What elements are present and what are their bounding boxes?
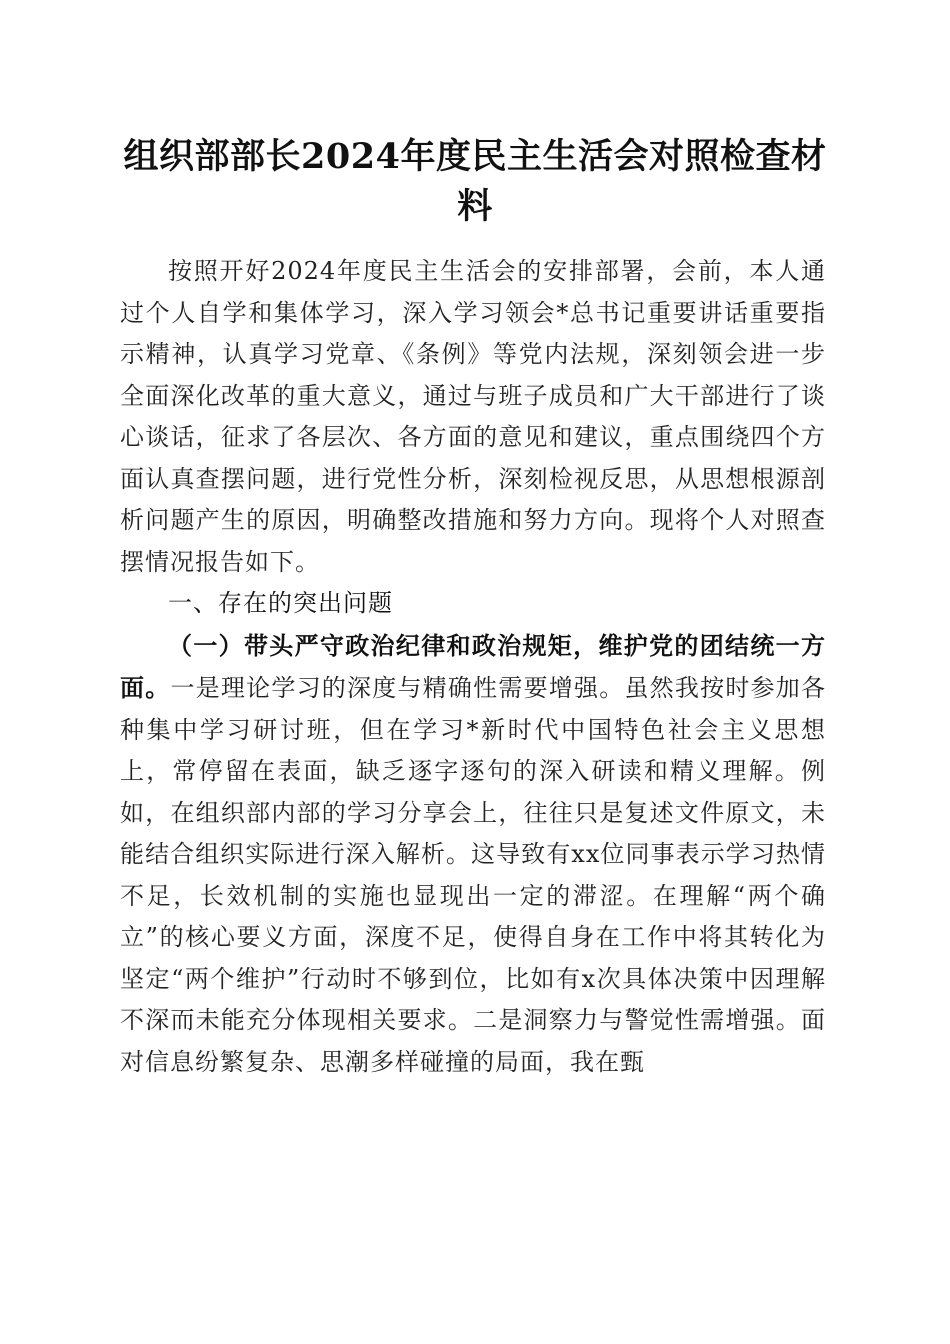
intro-paragraph: 按照开好2024年度民主生活会的安排部署，会前，本人通过个人自学和集体学习，深入学习领会*总书记重要讲话重要指示精神，认真学习党章、《条例》等党内法规，深刻领会进一步全面深化改革的重大意义，通过与班子成员和广大干部进行了谈心谈话，征求了各层次、各方面的意见和建议，重点围绕四个方面认真查摆问题，进行党性分析，深刻检视反思，从思想根源剖析问题产生的原因，明确整改措施和努力方向。现将个人对照查摆情况报告如下。	[120, 257, 826, 576]
section-heading: 一、存在的突出问题	[168, 589, 393, 617]
subsection-lead: （一）带头严守政治纪律和政治规矩，维护党的团结统一方面。	[120, 630, 826, 702]
document-body	[120, 251, 826, 1083]
subsection-text: 一是理论学习的深度与精确性需要增强。虽然我按时参加各种集中学习研讨班，但在学习*新时代中国特色社会主义思想上，常停留在表面，缺乏逐字逐句的深入研读和精义理解。例如，在组织部内部的学习分享会上，往往只是复述文件原文，未能结合组织实际进行深入解析。这导致有xx位同事表示学习热情不足，长效机制的实施也显现出一定的滞涩。在理解“两个确立”的核心要义方面，深度不足，使得自身在工作中将其转化为坚定“两个维护”行动时不够到位，比如有x次具体决策中因理解不深而未能充分体现相关要求。二是洞察力与警觉性需增强。面对信息纷繁复杂、思潮多样碰撞的局面，我在甄	[120, 674, 827, 1076]
document-title: 组织部部长2024年度民主生活会对照检查材料	[123, 136, 827, 227]
subsection-paragraph	[120, 625, 826, 1084]
